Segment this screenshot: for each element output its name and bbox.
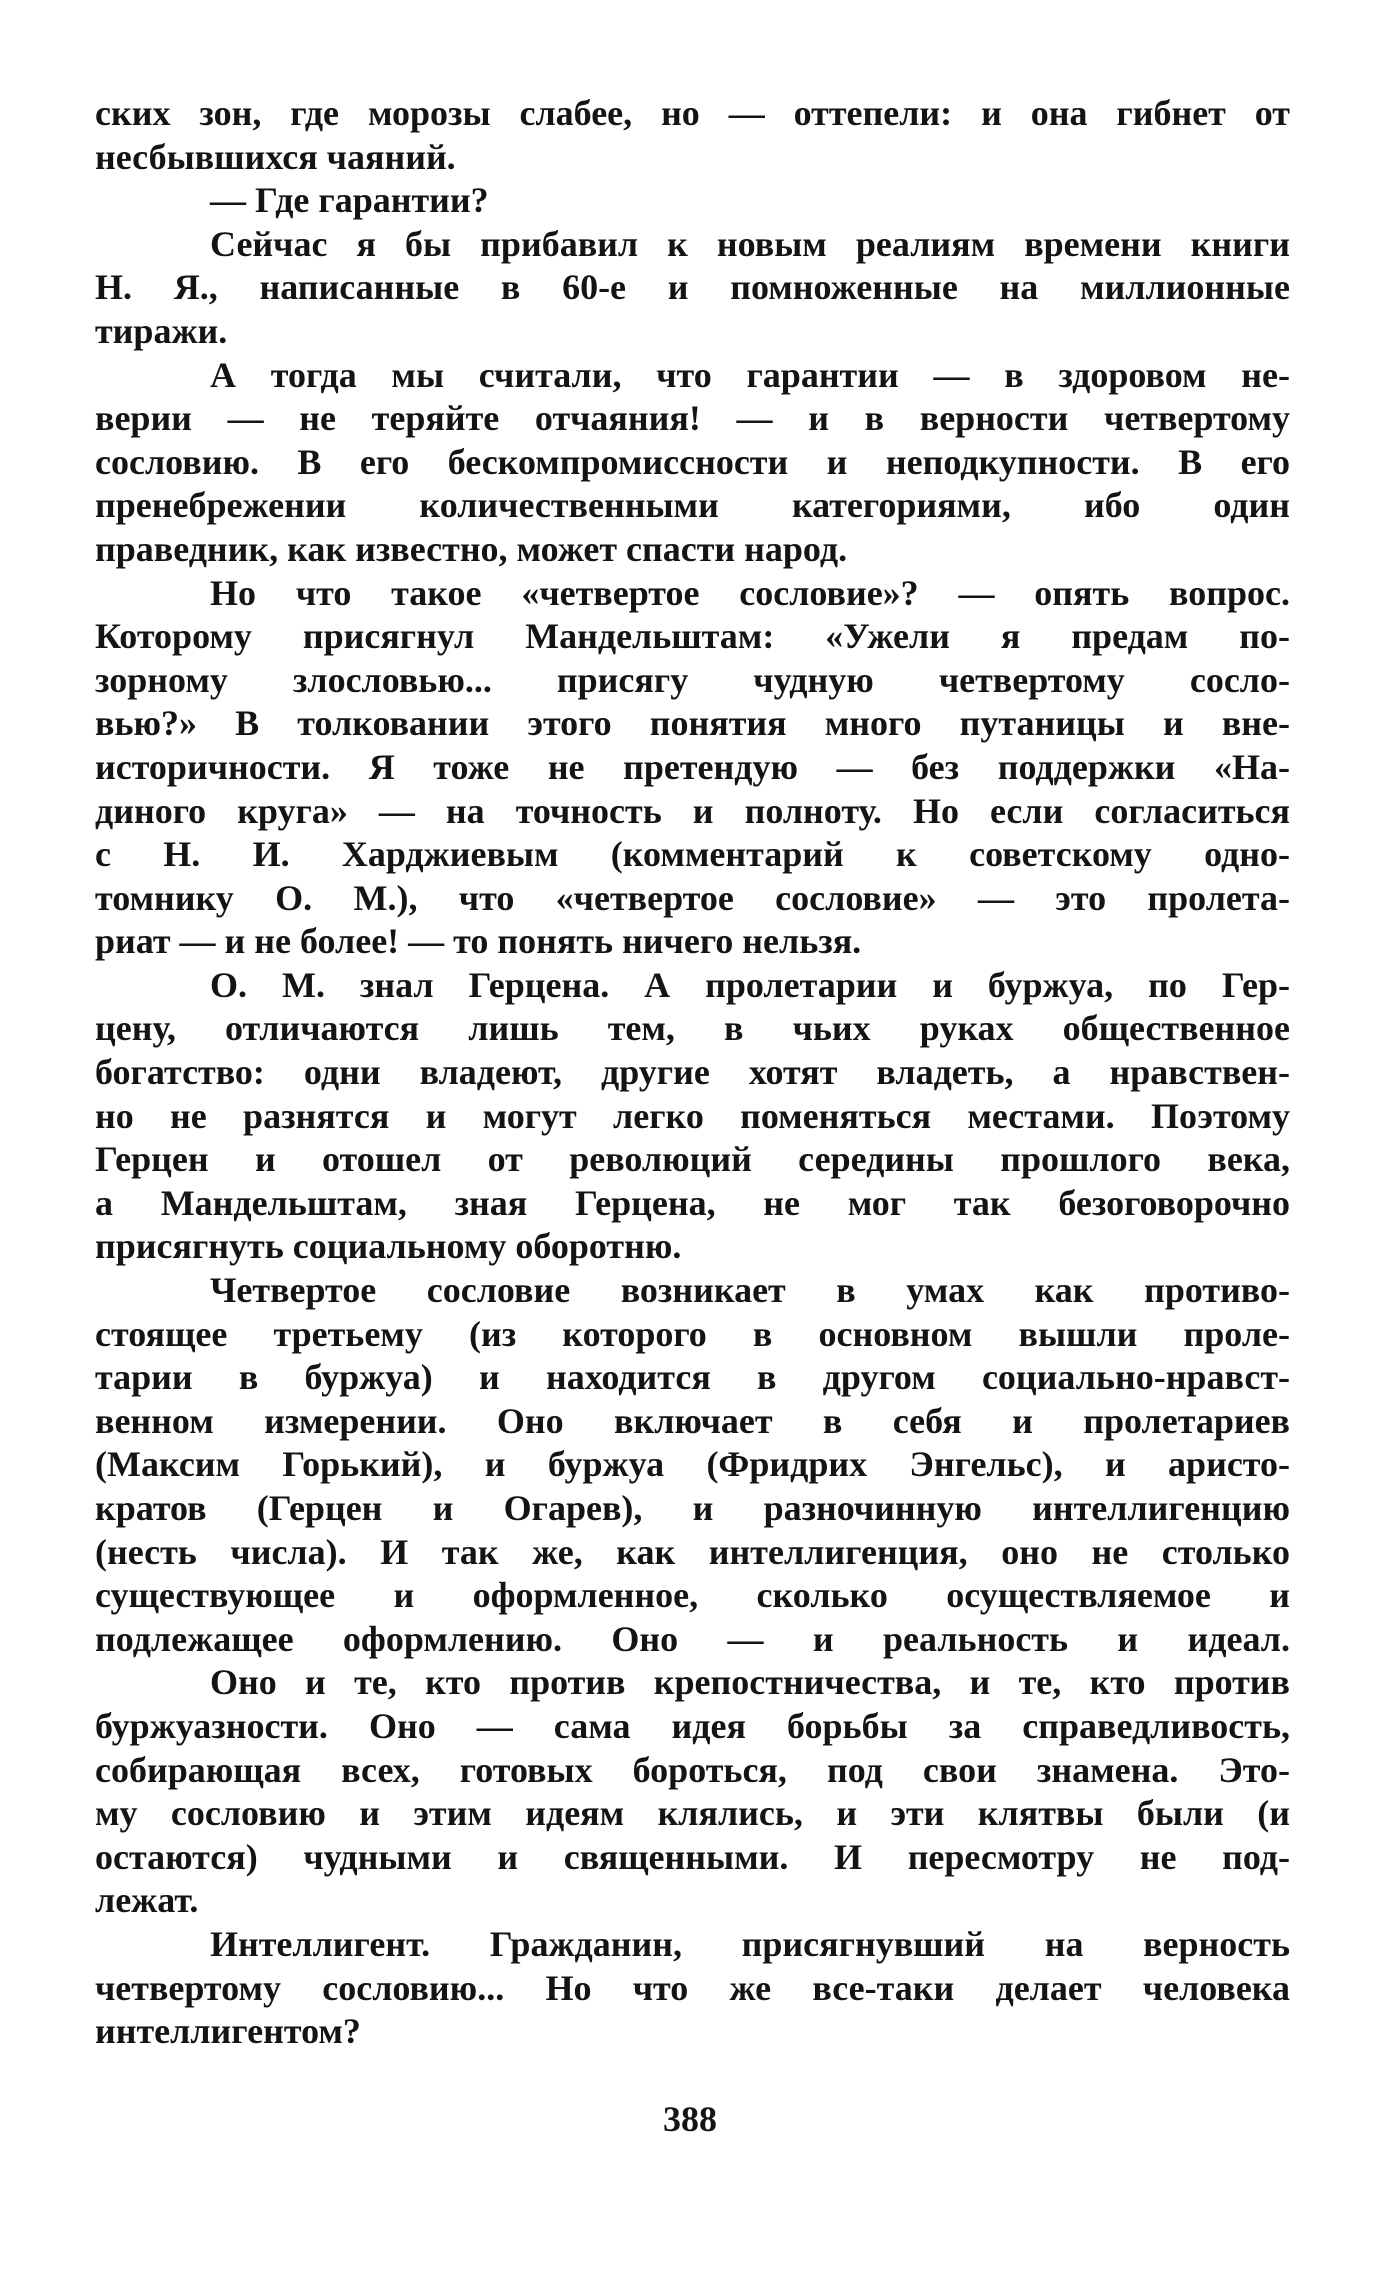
text-line: венном измерении. Оно включает в себя и пролетариев xyxy=(95,1400,1290,1441)
text-line: собирающая всех, готовых бороться, под свои знамена. Это- xyxy=(95,1749,1290,1790)
text-line: О. М. знал Герцена. А пролетарии и буржуа, по Гер- xyxy=(210,964,1290,1005)
body-text xyxy=(95,92,1290,2054)
text-line: несбывшихся чаяний. xyxy=(95,136,456,177)
text-line: подлежащее оформлению. Оно — и реальность и идеал. xyxy=(95,1618,1290,1659)
text-line: тиражи. xyxy=(95,310,228,351)
text-line: присягнуть социальному оборотню. xyxy=(95,1226,682,1267)
text-line: Которому присягнул Мандельштам: «Ужели я предам по- xyxy=(95,616,1290,657)
text-line: му сословию и этим идеям клялись, и эти клятвы были (и xyxy=(95,1793,1290,1834)
text-line: праведник, как известно, может спасти народ. xyxy=(95,528,848,569)
text-line: богатство: одни владеют, другие хотят владеть, а нравствен- xyxy=(95,1052,1290,1093)
text-line: (несть числа). И так же, как интеллигенция, оно не столько xyxy=(95,1531,1290,1572)
text-line: кратов (Герцен и Огарев), и разночинную интеллигенцию xyxy=(95,1488,1290,1528)
text-line: тарии в буржуа) и находится в другом социально-нравст- xyxy=(95,1357,1290,1398)
text-line: (Максим Горький), и буржуа (Фридрих Энгельс), и аристо- xyxy=(95,1444,1290,1485)
text-line: томнику О. М.), что «четвертое сословие» — это пролета- xyxy=(95,877,1290,918)
text-line: с Н. И. Харджиевым (комментарий к советскому одно- xyxy=(95,834,1290,875)
text-line: зорному злословью... присягу чудную четвертому сосло- xyxy=(95,659,1290,700)
text-line: четвертому сословию... Но что же все-таки делает человека xyxy=(95,1967,1290,2008)
text-line: лежат. xyxy=(95,1880,199,1921)
text-line: цену, отличаются лишь тем, в чьих руках общественное xyxy=(95,1008,1290,1049)
text-line: диного круга» — на точность и полноту. Но если согласиться xyxy=(95,790,1290,831)
text-line: историчности. Я тоже не претендую — без поддержки «На- xyxy=(95,746,1290,787)
text-line: буржуазности. Оно — сама идея борьбы за справедливость, xyxy=(95,1705,1290,1746)
text-line: Четвертое сословие возникает в умах как противо- xyxy=(210,1270,1290,1311)
text-line: верии — не теряйте отчаяния! — и в верности четвертому xyxy=(95,398,1290,439)
page-number: 388 xyxy=(663,2099,717,2139)
text-line: сословию. В его бескомпромиссности и неподкупности. В его xyxy=(95,441,1290,482)
text-line: пренебрежении количественными категориями, ибо один xyxy=(95,485,1290,526)
text-line: но не разнятся и могут легко поменяться местами. Поэтому xyxy=(95,1095,1290,1136)
text-line: существующее и оформленное, сколько осуществляемое и xyxy=(95,1575,1290,1616)
text-line: Сейчас я бы прибавил к новым реалиям времени книги xyxy=(210,223,1290,264)
text-line: Но что такое «четвертое сословие»? — опять вопрос. xyxy=(210,572,1290,613)
text-line: Н. Я., написанные в 60-е и помноженные на миллионные xyxy=(95,267,1290,308)
text-line: А тогда мы считали, что гарантии — в здоровом не- xyxy=(210,354,1290,395)
text-line: интеллигентом? xyxy=(95,2011,361,2052)
text-line: риат — и не более! — то понять ничего нельзя. xyxy=(95,921,862,962)
text-line: вью?» В толковании этого понятия много путаницы и вне- xyxy=(95,703,1290,744)
text-line: — Где гарантии? xyxy=(210,180,489,221)
text-line: ских зон, где морозы слабее, но — оттепели: и она гибнет от xyxy=(95,93,1290,133)
text-line: остаются) чудными и священными. И пересмотру не под- xyxy=(95,1836,1290,1877)
text-line: а Мандельштам, зная Герцена, не мог так безоговорочно xyxy=(95,1182,1290,1223)
text-line: стоящее третьему (из которого в основном вышли проле- xyxy=(95,1313,1290,1354)
text-line: Оно и те, кто против крепостничества, и те, кто против xyxy=(210,1662,1290,1703)
text-line: Интеллигент. Гражданин, присягнувший на верность xyxy=(210,1923,1290,1964)
text-line: Герцен и отошел от революций середины прошлого века, xyxy=(95,1139,1290,1180)
